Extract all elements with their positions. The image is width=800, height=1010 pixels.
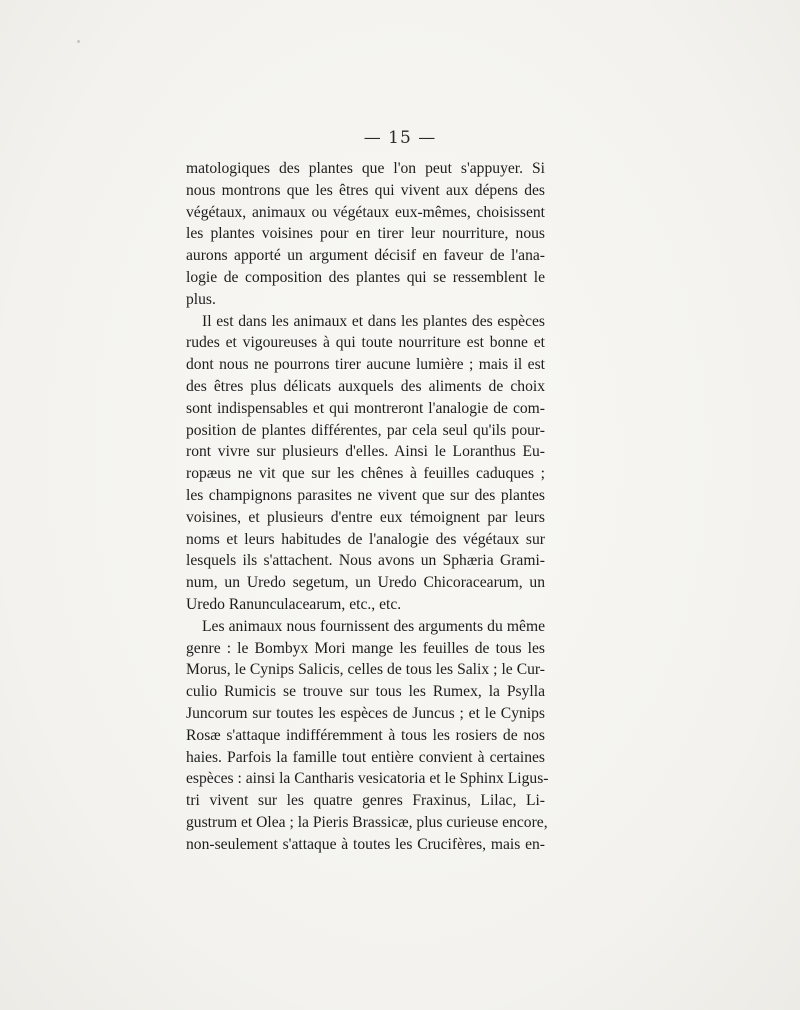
text-line: Uredo Ranunculacearum, etc., etc.: [186, 595, 402, 613]
text-line: noms et leurs habitudes de l'analogie des végétaux sur: [186, 530, 545, 548]
text-line: num, un Uredo segetum, un Uredo Chicoracearum, un: [186, 574, 545, 592]
text-line: sont indispensables et qui montreront l'analogie de com-: [186, 399, 545, 417]
text-line: Juncorum sur toutes les espèces de Juncus ; et le Cynips: [186, 704, 545, 722]
text-line: nous montrons que les êtres qui vivent aux dépens des: [186, 181, 545, 199]
text-line: logie de composition des plantes qui se ressemblent le: [186, 268, 545, 286]
text-line: rudes et vigoureuses à qui toute nourriture est bonne et: [186, 334, 545, 352]
text-line: tri vivent sur les quatre genres Fraxinus, Lilac, Li-: [186, 792, 545, 810]
text-line: culio Rumicis se trouve sur tous les Rumex, la Psylla: [186, 683, 545, 701]
text-line: les champignons parasites ne vivent que sur des plantes: [186, 486, 545, 504]
text-line: matologiques des plantes que l'on peut s'appuyer. Si: [186, 160, 545, 177]
text-line: Morus, le Cynips Salicis, celles de tous les Salix ; le Cur-: [186, 661, 545, 679]
text-line: les plantes voisines pour en tirer leur nourriture, nous: [186, 225, 545, 243]
text-line: gustrum et Olea ; la Pieris Brassicæ, plus curieuse encore,: [186, 813, 548, 831]
text-line: Rosæ s'attaque indifféremment à tous les rosiers de nos: [186, 726, 545, 744]
text-line: ropæus ne vit que sur les chênes à feuilles caduques ;: [186, 465, 545, 483]
text-line: lesquels ils s'attachent. Nous avons un Sphæria Grami-: [186, 552, 545, 570]
text-line: ront vivre sur plusieurs d'elles. Ainsi le Loranthus Eu-: [186, 443, 545, 461]
text-line: espèces : ainsi la Cantharis vesicatoria et le Sphinx Ligus-: [186, 770, 549, 788]
text-line: dont nous ne pourrons tirer aucune lumière ; mais il est: [186, 356, 545, 374]
text-line: aurons apporté un argument décisif en faveur de l'ana-: [186, 247, 545, 265]
text-line: des êtres plus délicats auxquels des aliments de choix: [186, 377, 545, 395]
text-line: Les animaux nous fournissent des arguments du même: [202, 617, 545, 635]
text-line: plus.: [186, 290, 216, 308]
text-line: haies. Parfois la famille tout entière convient à certaines: [186, 748, 545, 766]
paper-speck: [77, 40, 80, 43]
page-number: — 15 —: [363, 128, 437, 148]
body-text: [186, 158, 549, 856]
text-line: Il est dans les animaux et dans les plantes des espèces: [202, 312, 545, 330]
text-line: non-seulement s'attaque à toutes les Crucifères, mais en-: [186, 835, 545, 853]
text-line: voisines, et plusieurs d'entre eux témoignent par leurs: [186, 508, 545, 526]
text-line: genre : le Bombyx Mori mange les feuilles de tous les: [186, 639, 545, 657]
text-line: végétaux, animaux ou végétaux eux-mêmes, choisissent: [186, 203, 545, 221]
text-line: position de plantes différentes, par cela seul qu'ils pour-: [186, 421, 545, 439]
